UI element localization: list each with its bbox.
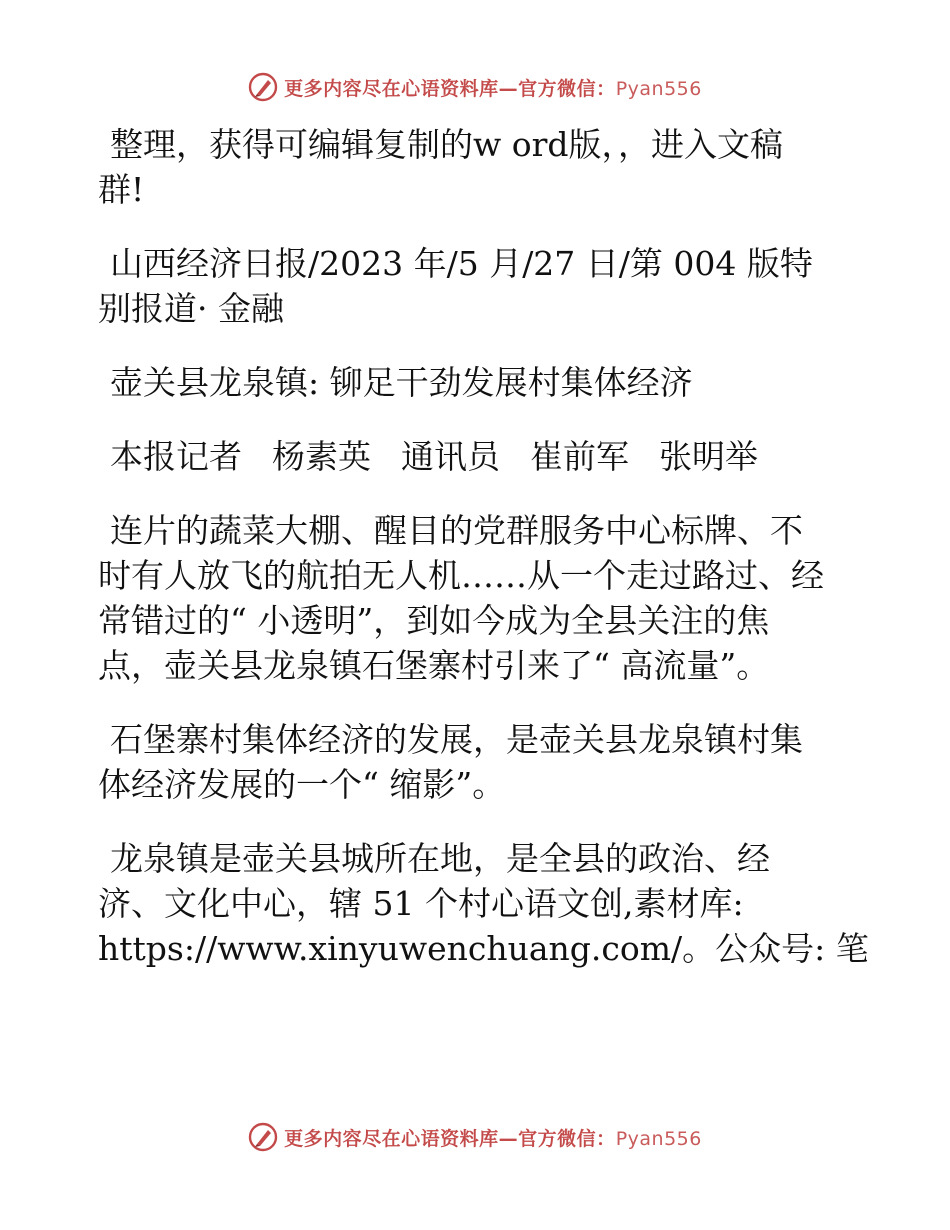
byline-name: 杨素英 (272, 437, 371, 476)
byline-name: 崔前军 (530, 437, 629, 476)
header-watermark (0, 72, 950, 102)
text-line: 连片的蔬菜大棚、醒目的党群服务中心标牌、不 (110, 511, 803, 550)
text-line: 常错过的“ 小透明”，到如今成为全县关注的焦 (98, 601, 770, 640)
watermark-text (284, 74, 702, 101)
text-line: 龙泉镇是壶关县城所在地，是全县的政治、经 (110, 839, 770, 878)
paragraph-intro (98, 122, 858, 212)
text-line: https://www.xinyuwenchuang.com/。公众号: 笔 (98, 929, 869, 968)
pen-logo-icon (248, 1122, 278, 1152)
text-line: 群! (98, 170, 145, 209)
paragraph-body (98, 836, 869, 971)
text-line: 点，壶关县龙泉镇石堡寨村引来了“ 高流量”。 (98, 646, 770, 685)
watermark-text (284, 1124, 702, 1151)
paragraph-source (98, 241, 858, 331)
footer-watermark (0, 1122, 950, 1152)
byline-line (98, 434, 858, 479)
watermark-dash: — (498, 77, 519, 100)
watermark-dash: — (498, 1127, 519, 1150)
text-line: 壶关县龙泉镇: 铆足干劲发展村集体经济 (110, 363, 693, 402)
byline-role: 通讯员 (401, 437, 500, 476)
watermark-slogan: 更多内容尽在心语资料库 (284, 1127, 499, 1150)
paragraph-body (98, 508, 858, 688)
article-title (98, 360, 858, 405)
watermark-slogan: 更多内容尽在心语资料库 (284, 77, 499, 100)
text-line: 体经济发展的一个“ 缩影”。 (98, 765, 506, 804)
article-byline (98, 434, 858, 479)
text-line: 整理，获得可编辑复制的w ord版，，进入文稿 (110, 125, 784, 164)
text-line: 山西经济日报/2023 年/5 月/27 日/第 004 版特 (110, 244, 813, 283)
watermark-label: 官方微信： (518, 1127, 616, 1150)
watermark-account: Pyan556 (615, 1127, 702, 1150)
pen-logo-icon (248, 72, 278, 102)
byline-name: 张明举 (659, 437, 758, 476)
text-line: 别报道· 金融 (98, 289, 284, 328)
text-line: 时有人放飞的航拍无人机……从一个走过路过、经 (98, 556, 824, 595)
document-body (98, 122, 869, 1000)
text-line: 济、文化中心，辖 51 个村心语文创,素材库: (98, 884, 744, 923)
watermark-label: 官方微信： (518, 77, 616, 100)
paragraph-body (98, 717, 858, 807)
byline-role: 本报记者 (110, 437, 242, 476)
text-line: 石堡寨村集体经济的发展，是壶关县龙泉镇村集 (110, 720, 803, 759)
watermark-account: Pyan556 (615, 77, 702, 100)
